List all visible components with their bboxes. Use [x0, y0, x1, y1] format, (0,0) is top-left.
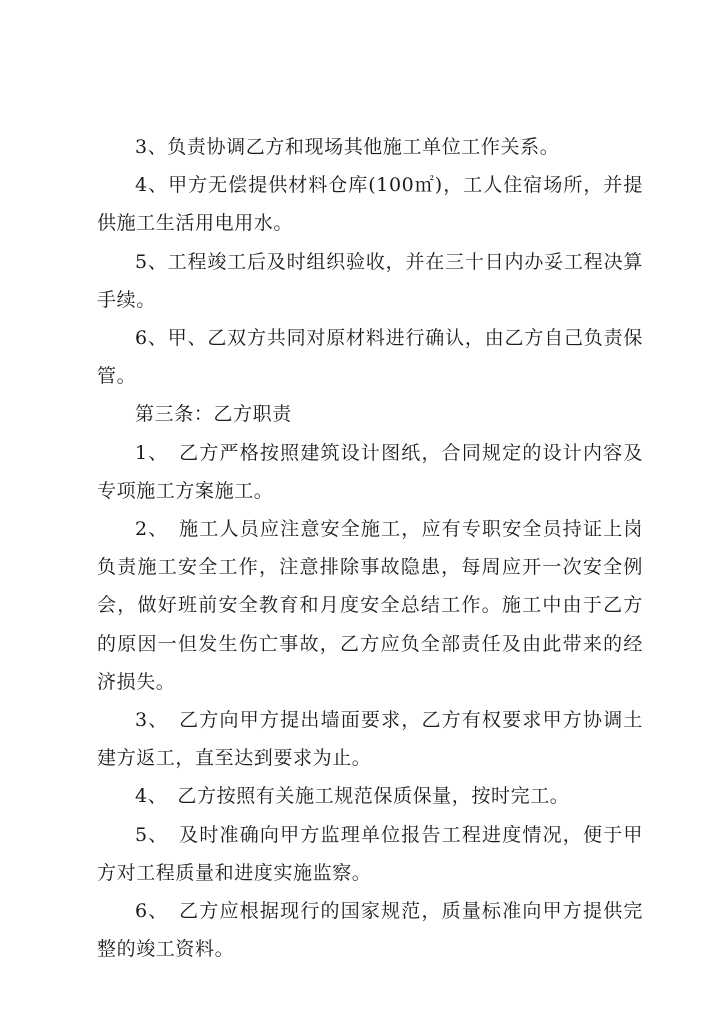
document-body — [97, 128, 643, 968]
paragraph-responsibility-3: 3、负责协调乙方和现场其他施工单位工作关系。 — [135, 136, 560, 158]
paragraph-party-b-duty-5: 5、 及时准确向甲方监理单位报告工程进度情况，便于甲方对工程质量和进度实施监察。 — [97, 823, 643, 884]
section-heading-article-3: 第三条：乙方职责 — [135, 403, 292, 426]
paragraph-party-b-duty-4: 4、 乙方按照有关施工规范保质保量，按时完工。 — [135, 785, 570, 808]
paragraph-party-b-duty-1: 1、 乙方严格按照建筑设计图纸，合同规定的设计内容及专项施工方案施工。 — [97, 441, 643, 502]
paragraph-responsibility-4: 4、甲方无偿提供材料仓库(100㎡)，工人住宿场所，并提供施工生活用电用水。 — [97, 174, 643, 235]
paragraph-party-b-duty-2: 2、 施工人员应注意安全施工，应有专职安全员持证上岗负责施工安全工作，注意排除事故隐患，每周应开一次安全例会，做好班前安全教育和月度安全总结工作。施工中由于乙方的原因一但发生伤亡事故，乙方应负全部责任及由此带来的经济损失。 — [97, 518, 643, 693]
paragraph-responsibility-5: 5、工程竣工后及时组织验收，并在三十日内办妥工程决算手续。 — [97, 250, 643, 311]
paragraph-party-b-duty-3: 3、 乙方向甲方提出墙面要求，乙方有权要求甲方协调土建方返工，直至达到要求为止。 — [97, 709, 643, 770]
paragraph-responsibility-6: 6、甲、乙双方共同对原材料进行确认，由乙方自己负责保管。 — [97, 327, 643, 388]
paragraph-party-b-duty-6: 6、 乙方应根据现行的国家规范，质量标准向甲方提供完整的竣工资料。 — [97, 900, 643, 961]
